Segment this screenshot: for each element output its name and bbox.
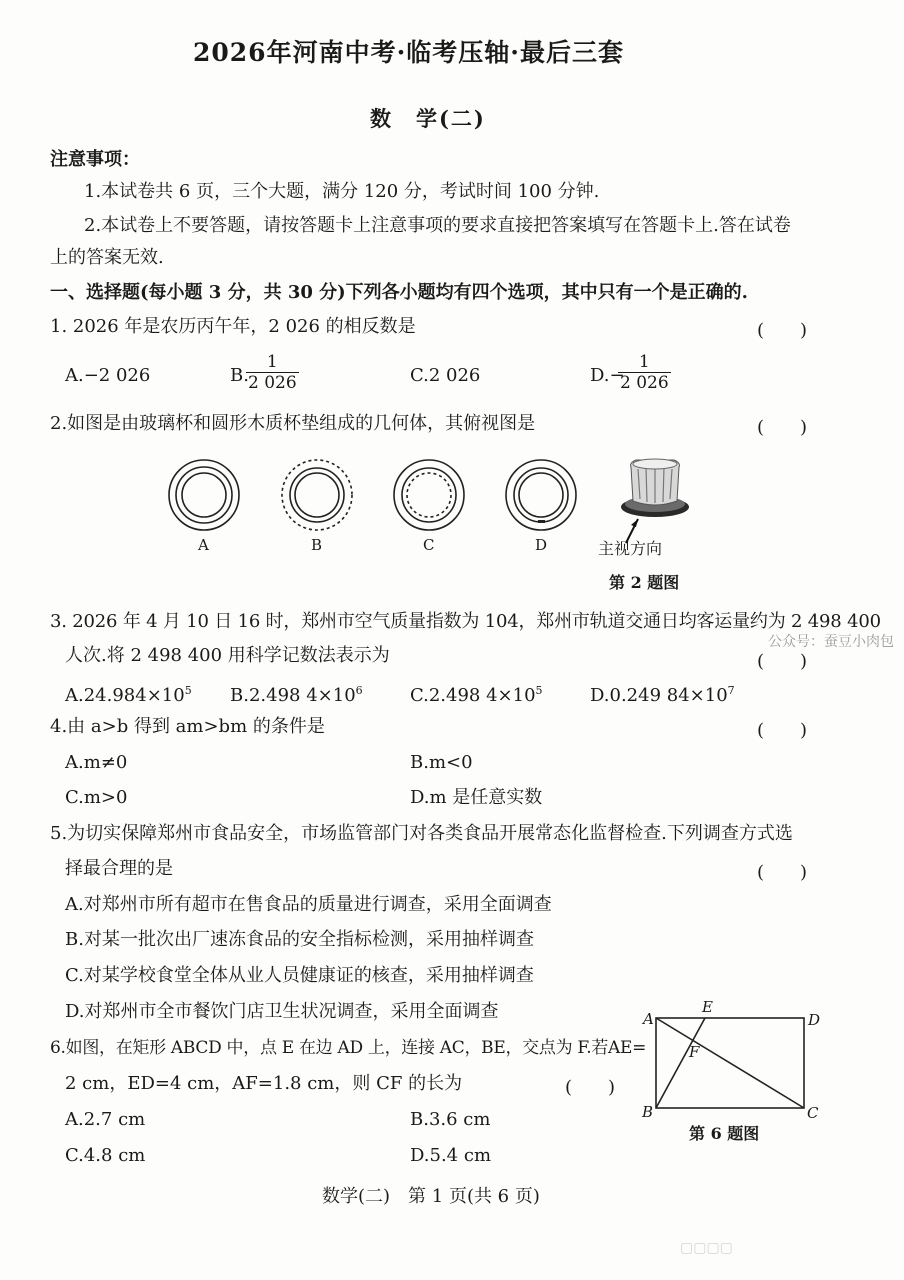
q2-option-a-figure — [169, 460, 239, 530]
q6-option-d: D.5.4 cm — [410, 1145, 492, 1166]
q6-point-a: A — [643, 1010, 654, 1028]
notice-item-2-cont: 上的答案无效. — [50, 247, 164, 268]
q5-stem-line1: 5.为切实保障郑州市食品安全，市场监管部门对各类食品开展常态化监督检查.下列调查方式选 — [50, 823, 793, 844]
q4-answer-paren: ( ) — [757, 720, 808, 741]
q3-c-exp: 5 — [535, 684, 543, 697]
q6-option-c: C.4.8 cm — [65, 1145, 146, 1166]
exam-title: 2026年河南中考·临考压轴·最后三套 — [193, 38, 624, 67]
page-footer: 数学(二) 第 1 页(共 6 页) — [322, 1186, 540, 1207]
q5-stem-line2: 择最合理的是 — [65, 858, 173, 879]
q2-option-d-figure — [506, 460, 576, 530]
q2-answer-paren: ( ) — [757, 417, 808, 438]
q5-option-c: C.对某学校食堂全体从业人员健康证的核查，采用抽样调查 — [65, 965, 534, 986]
notice-label: 注意事项： — [50, 149, 140, 170]
q1-option-d-fraction — [618, 352, 671, 393]
q2-label-d: D — [535, 536, 548, 554]
q2-stem: 2.如图是由玻璃杯和圆形木质杯垫组成的几何体，其俯视图是 — [50, 413, 536, 434]
q5-option-d: D.对郑州市全市餐饮门店卫生状况调查，采用全面调查 — [65, 1001, 499, 1022]
watermark-bottom: ▢▢▢▢ — [680, 1240, 733, 1256]
q1-option-b-fraction — [246, 352, 299, 393]
q6-answer-paren: ( ) — [565, 1077, 616, 1098]
q4-stem: 4.由 a>b 得到 am>bm 的条件是 — [50, 716, 325, 737]
q1-stem: 1. 2026 年是农历丙午年，2 026 的相反数是 — [50, 316, 416, 337]
q3-d-exp: 7 — [727, 684, 735, 697]
q3-c-text: C.2.498 4×10 — [410, 685, 536, 706]
q6-point-f: F — [689, 1043, 700, 1061]
q1-option-c: C.2 026 — [410, 365, 481, 386]
q3-option-a — [65, 680, 192, 707]
q5-option-a: A.对郑州市所有超市在售食品的质量进行调查，采用全面调查 — [65, 894, 552, 915]
q4-option-c: C.m>0 — [65, 787, 128, 808]
q3-b-exp: 6 — [355, 684, 363, 697]
q2-view-direction: 主视方向 — [598, 539, 663, 558]
section-1-title: 一、选择题(每小题 3 分，共 30 分)下列各小题均有四个选项，其中只有一个是正确的. — [50, 282, 748, 303]
q1-option-a: A.−2 026 — [65, 365, 151, 386]
notice-item-1: 1.本试卷共 6 页，三个大题，满分 120 分，考试时间 100 分钟. — [84, 181, 600, 202]
q1-d-denominator: 2 026 — [620, 373, 669, 393]
q3-stem-line1: 3. 2026 年 4 月 10 日 16 时，郑州市空气质量指数为 104，郑州市轨道交通日均客运量约为 2 498 400 — [50, 611, 881, 632]
q1-b-denominator: 2 026 — [248, 373, 297, 393]
q3-a-exp: 5 — [184, 684, 192, 697]
q1-b-numerator: 1 — [266, 352, 278, 372]
q3-option-b — [230, 680, 363, 707]
q5-option-b: B.对某一批次出厂速冻食品的安全指标检测，采用抽样调查 — [65, 929, 534, 950]
q2-label-c: C — [423, 536, 435, 554]
q4-option-d: D.m 是任意实数 — [410, 787, 543, 808]
q4-option-a: A.m≠0 — [65, 752, 128, 773]
q5-answer-paren: ( ) — [757, 862, 808, 883]
q6-point-d: D — [808, 1011, 821, 1029]
q1-option-d-prefix: D.− — [590, 365, 625, 386]
q6-stem-line2: 2 cm，ED=4 cm，AF=1.8 cm，则 CF 的长为 — [65, 1073, 463, 1094]
glass-coaster-photo — [621, 459, 689, 543]
watermark-top: 公众号：蚕豆小肉包 — [768, 634, 894, 650]
q1-d-numerator: 1 — [638, 352, 650, 372]
q3-b-text: B.2.498 4×10 — [230, 685, 356, 706]
q2-option-c-figure — [394, 460, 464, 530]
q6-point-c: C — [807, 1104, 819, 1122]
q2-label-a: A — [198, 536, 209, 554]
q2-caption: 第 2 题图 — [609, 573, 680, 592]
subject-title: 数 学(二) — [370, 106, 486, 131]
q3-d-text: D.0.249 84×10 — [590, 685, 728, 706]
q1-option-b-prefix: B. — [230, 365, 249, 386]
q6-point-e: E — [702, 998, 713, 1016]
q3-answer-paren: ( ) — [757, 651, 808, 672]
notice-item-2: 2.本试卷上不要答题，请按答题卡上注意事项的要求直接把答案填写在答题卡上.答在试卷 — [84, 215, 791, 236]
q3-option-c — [410, 680, 543, 707]
q3-stem-line2: 人次.将 2 498 400 用科学记数法表示为 — [65, 645, 390, 666]
q6-option-b: B.3.6 cm — [410, 1109, 491, 1130]
q6-caption: 第 6 题图 — [689, 1124, 760, 1143]
q6-option-a: A.2.7 cm — [65, 1109, 146, 1130]
q6-rectangle-figure — [636, 996, 836, 1126]
q3-a-text: A.24.984×10 — [65, 685, 185, 706]
q4-option-b: B.m<0 — [410, 752, 473, 773]
q3-option-d — [590, 680, 735, 707]
q2-label-b: B — [311, 536, 323, 554]
q6-stem-line1: 6.如图，在矩形 ABCD 中，点 E 在边 AD 上，连接 AC，BE，交点为 F.若AE= — [50, 1038, 647, 1058]
q6-point-b: B — [642, 1103, 654, 1121]
q1-answer-paren: ( ) — [757, 320, 808, 341]
q2-option-b-figure — [282, 460, 352, 530]
